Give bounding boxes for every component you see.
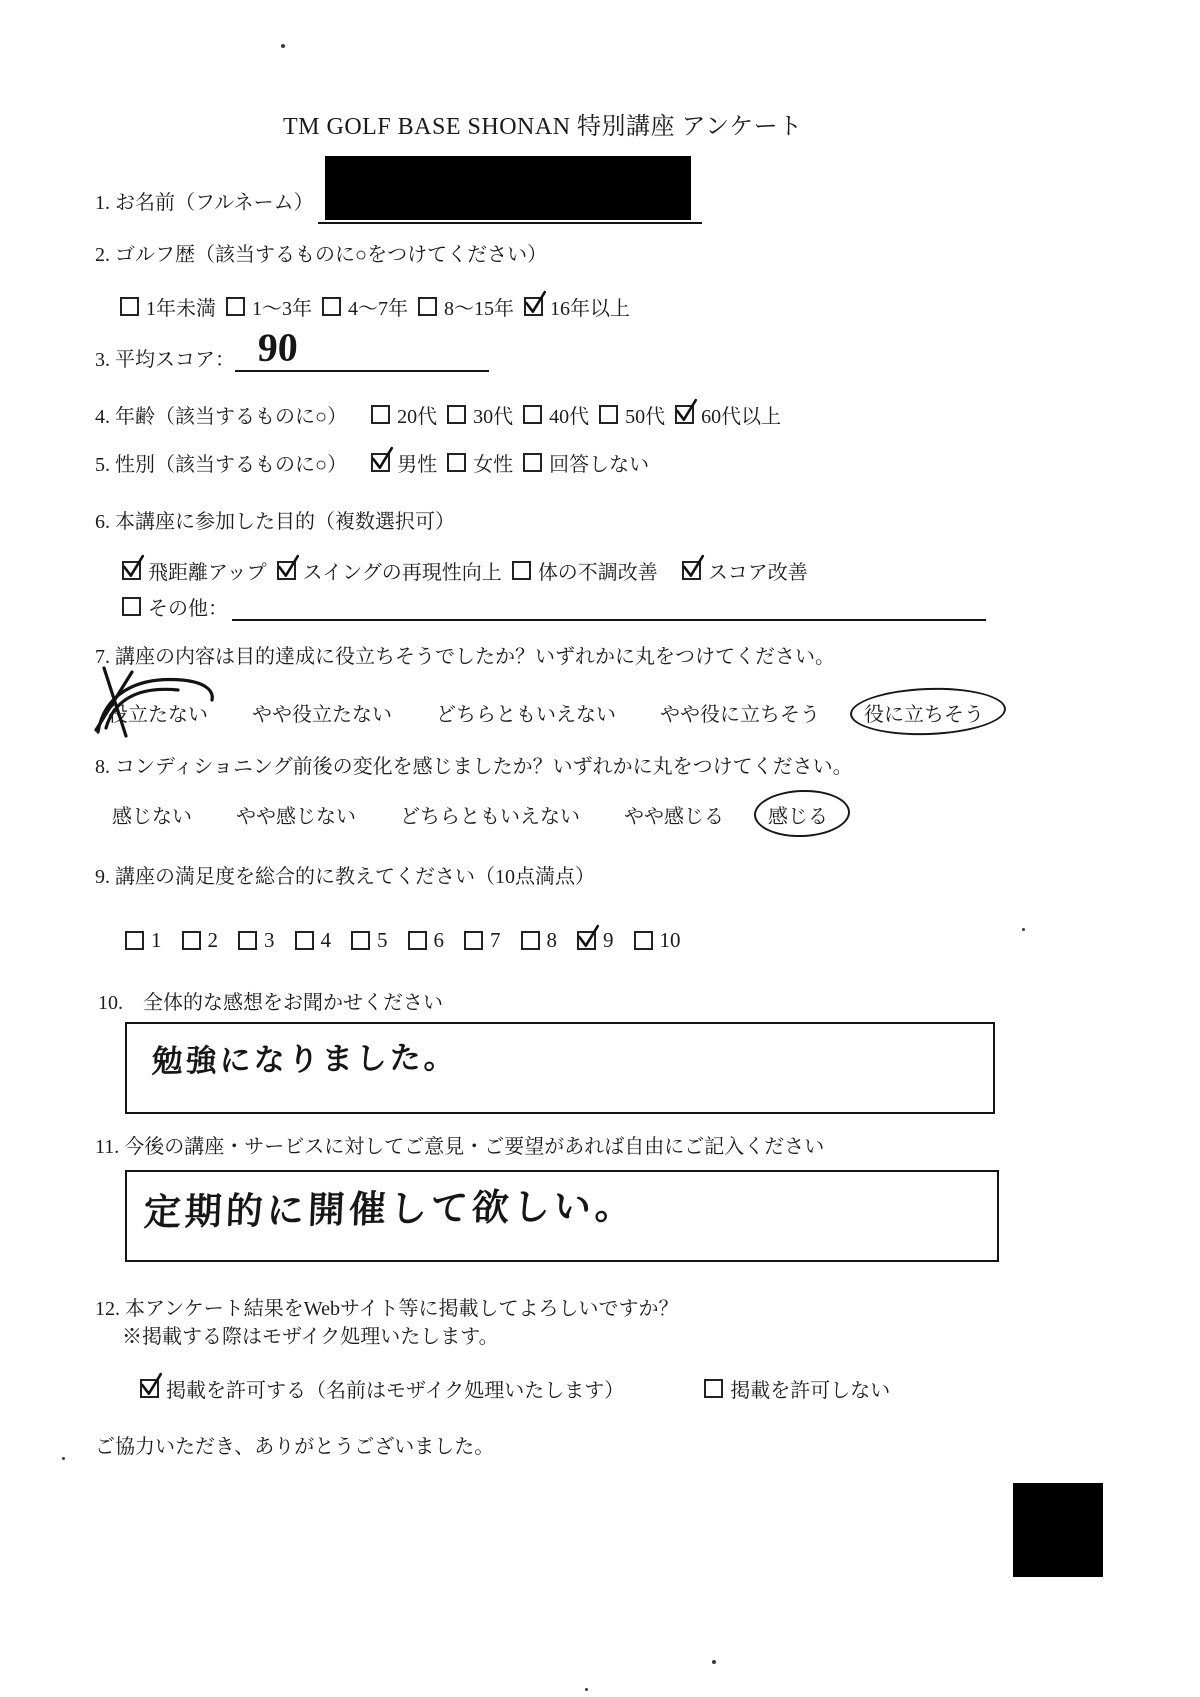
checkbox xyxy=(408,931,427,950)
check-icon xyxy=(576,924,600,950)
other-write-line xyxy=(232,595,986,621)
q3-block xyxy=(95,324,489,372)
checkbox xyxy=(122,597,141,616)
q10-label: 10. 全体的な感想をお聞かせください xyxy=(98,992,443,1014)
q9-label: 9. 講座の満足度を総合的に教えてください（10点満点） xyxy=(95,866,595,888)
option-label: 5 xyxy=(377,928,388,952)
check-icon xyxy=(121,554,145,580)
q3-label: 3. 平均スコア： xyxy=(95,349,235,371)
checkbox xyxy=(512,561,531,580)
q8-label: 8. コンディショニング前後の変化を感じましたか？いずれかに丸をつけてください。 xyxy=(95,756,853,778)
option-label: 16年以上 xyxy=(550,298,630,320)
option-score-2 xyxy=(182,928,219,953)
choice-label: 感じる xyxy=(768,806,828,828)
scan-speck xyxy=(281,44,285,48)
option-label: 飛距離アップ xyxy=(148,562,267,584)
choice-label: 役立たない xyxy=(108,704,208,726)
checkbox xyxy=(447,405,466,424)
choice-somewhat-not-useful xyxy=(252,698,392,727)
choice-label: やや役立たない xyxy=(252,704,392,726)
checkbox xyxy=(599,405,618,424)
option-golf-under-1y xyxy=(120,292,216,321)
option-label: その他： xyxy=(148,598,228,620)
option-score-8 xyxy=(521,928,558,953)
option-age-40s xyxy=(523,400,589,429)
option-golf-1-3y xyxy=(226,292,312,321)
option-score-5 xyxy=(351,928,388,953)
q6-label: 6. 本講座に参加した目的（複数選択可） xyxy=(95,511,455,533)
checkbox xyxy=(140,1379,159,1398)
closing-message: ご協力いただき、ありがとうございました。 xyxy=(95,1436,495,1458)
choice-useful xyxy=(864,698,984,727)
option-score-9 xyxy=(577,928,614,953)
option-label: 2 xyxy=(207,928,218,952)
choice-label: 感じない xyxy=(112,806,192,828)
option-label: 掲載を許可する（名前はモザイク処理いたします） xyxy=(166,1380,625,1402)
checkbox xyxy=(226,297,245,316)
checkbox xyxy=(523,453,542,472)
page-title: TM GOLF BASE SHONAN 特別講座 アンケート xyxy=(283,114,803,140)
choice-label: どちらともいえない xyxy=(436,704,616,726)
choice-little-change xyxy=(236,800,356,829)
option-age-20s xyxy=(371,400,437,429)
name-redaction-box xyxy=(325,156,691,220)
option-label: 8～15年 xyxy=(444,298,514,320)
q6-options-row xyxy=(122,556,808,585)
option-label: 回答しない xyxy=(549,454,650,476)
q2-label: 2. ゴルフ歴（該当するものに○をつけてください） xyxy=(95,244,548,266)
option-label: 1 xyxy=(151,928,162,952)
checkbox xyxy=(447,453,466,472)
checkbox xyxy=(634,931,653,950)
checkbox xyxy=(351,931,370,950)
checkbox xyxy=(524,297,543,316)
checkbox xyxy=(464,931,483,950)
option-score-1 xyxy=(125,928,162,953)
checkbox xyxy=(295,931,314,950)
checkbox xyxy=(418,297,437,316)
check-icon xyxy=(370,446,394,472)
choice-label: やや感じない xyxy=(236,806,356,828)
q12-note: ※掲載する際はモザイク処理いたします。 xyxy=(122,1326,499,1348)
choice-not-useful xyxy=(108,698,208,727)
checkbox xyxy=(371,405,390,424)
scan-speck xyxy=(62,1457,65,1460)
option-golf-4-7y xyxy=(322,292,408,321)
scan-speck xyxy=(712,1660,716,1664)
option-age-50s xyxy=(599,400,665,429)
q11-answer-box xyxy=(125,1170,999,1262)
choice-label: 役に立ちそう xyxy=(864,704,984,726)
check-icon xyxy=(276,554,300,580)
checkbox xyxy=(277,561,296,580)
option-score-6 xyxy=(408,928,445,953)
q12-label: 12. 本アンケート結果をWebサイト等に掲載してよろしいですか？ xyxy=(95,1298,679,1320)
option-gender-noanswer xyxy=(523,448,649,477)
name-write-line xyxy=(318,222,702,224)
stamp-redaction-box xyxy=(1013,1483,1103,1577)
checkbox xyxy=(125,931,144,950)
option-purpose-condition xyxy=(512,556,658,585)
choice-neutral xyxy=(436,698,616,727)
checkbox xyxy=(682,561,701,580)
option-label: 男性 xyxy=(397,454,438,476)
choice-somewhat-feel xyxy=(624,800,724,829)
option-label: 1～3年 xyxy=(252,298,312,320)
option-score-3 xyxy=(238,928,275,953)
check-icon xyxy=(523,290,547,316)
option-purpose-distance xyxy=(122,556,267,585)
option-age-60plus xyxy=(675,400,781,429)
scan-speck xyxy=(1022,928,1025,931)
q10-answer-box xyxy=(125,1022,995,1114)
checkbox xyxy=(182,931,201,950)
option-label: 20代 xyxy=(397,406,438,428)
circle-annotation xyxy=(753,788,851,838)
check-icon xyxy=(139,1372,163,1398)
option-label: 掲載を許可しない xyxy=(730,1380,891,1402)
choice-feel xyxy=(768,800,828,829)
handwritten-score: 90 xyxy=(256,324,299,371)
q5-block xyxy=(95,448,649,477)
q9-scale-row xyxy=(125,928,681,953)
q4-block xyxy=(95,400,781,429)
option-label: 40代 xyxy=(549,406,590,428)
handwritten-q10-answer: 勉強になりました。 xyxy=(151,1039,459,1079)
option-label: 女性 xyxy=(473,454,514,476)
option-gender-male xyxy=(371,448,437,477)
option-label: 1年未満 xyxy=(146,298,216,320)
option-score-10 xyxy=(634,928,681,953)
choice-label: やや感じる xyxy=(624,806,724,828)
check-icon xyxy=(674,398,698,424)
q5-label: 5. 性別（該当するものに○） xyxy=(95,454,348,476)
q1-label: 1. お名前（フルネーム） xyxy=(95,192,314,214)
handwritten-q11-answer: 定期的に開催して欲しい。 xyxy=(143,1186,637,1234)
option-gender-female xyxy=(447,448,513,477)
option-label: 8 xyxy=(546,928,557,952)
option-label: 10 xyxy=(659,928,681,952)
checkbox xyxy=(238,931,257,950)
choice-no-change xyxy=(112,800,192,829)
option-golf-8-15y xyxy=(418,292,514,321)
option-purpose-score xyxy=(682,556,808,585)
option-label: 7 xyxy=(490,928,501,952)
option-permit-publication xyxy=(140,1374,624,1403)
q2-options-row xyxy=(120,292,630,321)
q7-choices-row xyxy=(108,698,984,727)
option-label: 6 xyxy=(433,928,444,952)
option-label: 4 xyxy=(320,928,331,952)
option-label: 9 xyxy=(603,928,614,952)
choice-somewhat-useful xyxy=(660,698,820,727)
scan-speck xyxy=(585,1688,588,1691)
score-write-line xyxy=(235,324,489,372)
option-score-7 xyxy=(464,928,501,953)
choice-neither xyxy=(400,800,580,829)
q8-choices-row xyxy=(112,800,828,829)
circle-annotation xyxy=(849,685,1007,737)
choice-label: やや役に立ちそう xyxy=(660,704,820,726)
q12-options-row xyxy=(140,1374,890,1403)
option-label: 60代以上 xyxy=(701,406,782,428)
checkbox xyxy=(704,1379,723,1398)
check-icon xyxy=(681,554,705,580)
option-golf-over-16y xyxy=(524,292,630,321)
option-label: スイングの再現性向上 xyxy=(302,562,502,584)
q11-label: 11. 今後の講座・サービスに対してご意見・ご要望があれば自由にご記入ください xyxy=(95,1136,825,1158)
checkbox xyxy=(523,405,542,424)
q4-label: 4. 年齢（該当するものに○） xyxy=(95,406,348,428)
option-age-30s xyxy=(447,400,513,429)
option-label: 30代 xyxy=(473,406,514,428)
checkbox xyxy=(122,561,141,580)
checkbox xyxy=(675,405,694,424)
checkbox xyxy=(371,453,390,472)
option-score-4 xyxy=(295,928,332,953)
checkbox xyxy=(120,297,139,316)
checkbox xyxy=(577,931,596,950)
option-label: 50代 xyxy=(625,406,666,428)
option-label: 体の不調改善 xyxy=(537,562,658,584)
option-deny-publication xyxy=(704,1374,890,1403)
option-label: スコア改善 xyxy=(707,562,808,584)
option-purpose-swing xyxy=(277,556,502,585)
q7-label: 7. 講座の内容は目的達成に役立ちそうでしたか？いずれかに丸をつけてください。 xyxy=(95,646,835,668)
checkbox xyxy=(521,931,540,950)
choice-label: どちらともいえない xyxy=(400,806,580,828)
option-label: 4～7年 xyxy=(348,298,408,320)
checkbox xyxy=(322,297,341,316)
option-purpose-other xyxy=(122,592,228,621)
q6-other-row xyxy=(122,592,986,621)
option-label: 3 xyxy=(264,928,275,952)
